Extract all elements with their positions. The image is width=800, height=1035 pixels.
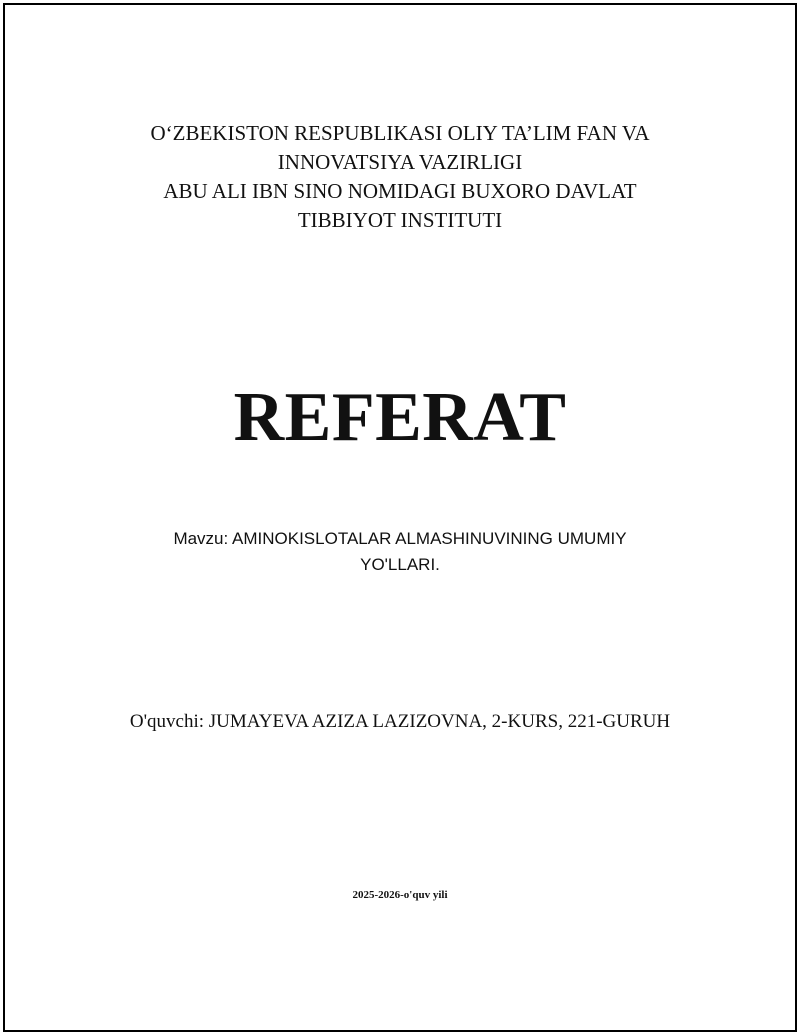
topic-line: Mavzu: AMINOKISLOTALAR ALMASHINUVINING UMUMIY bbox=[173, 529, 627, 548]
header-line: ABU ALI IBN SINO NOMIDAGI BUXORO DAVLAT bbox=[163, 179, 637, 203]
topic-line: YO'LLARI. bbox=[360, 555, 440, 574]
header-line: INNOVATSIYA VAZIRLIGI bbox=[277, 150, 523, 174]
institution-header bbox=[0, 119, 800, 235]
document-title: REFERAT bbox=[233, 379, 567, 456]
student-info: O'quvchi: JUMAYEVA AZIZA LAZIZOVNA, 2-KURS, 221-GURUH bbox=[129, 711, 671, 732]
header-line: TIBBIYOT INSTITUTI bbox=[297, 208, 503, 232]
academic-year: 2025-2026-o'quv yili bbox=[352, 889, 448, 901]
header-line: O‘ZBEKISTON RESPUBLIKASI OLIY TA’LIM FAN VA bbox=[150, 121, 650, 145]
topic bbox=[0, 526, 800, 578]
